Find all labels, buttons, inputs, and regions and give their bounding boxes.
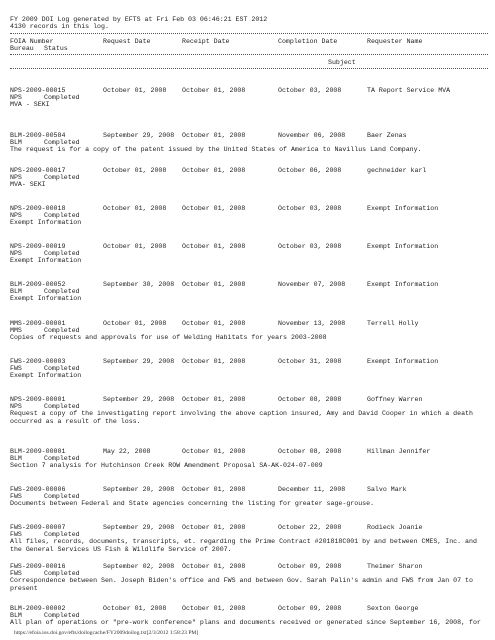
record-subject: Exempt Information: [10, 295, 82, 303]
record-foia-number: FWS-2009-00003: [10, 358, 66, 365]
record-receipt-date: October 01, 2008: [182, 358, 246, 365]
record-completion-date: October 09, 2008: [278, 563, 342, 570]
record-completion-date: November 06, 2008: [278, 132, 346, 139]
record-status: Completed: [44, 212, 80, 220]
log-record: [10, 205, 488, 227]
record-status: Completed: [44, 250, 80, 258]
record-subject: The request is for a copy of the patent issued by the United States of America to Navillus Land Company.: [10, 146, 422, 154]
col-status: Status: [44, 45, 68, 52]
divider: [10, 54, 488, 55]
record-bureau: FWS: [10, 570, 22, 578]
log-record: [10, 396, 488, 425]
record-status: Completed: [44, 327, 80, 335]
record-status: Completed: [44, 455, 80, 463]
record-status-line: [10, 94, 488, 101]
record-foia-number: NPS-2009-00019: [10, 243, 66, 250]
record-requester: Exempt Information: [367, 243, 439, 250]
log-record: [10, 87, 488, 109]
record-status: Completed: [44, 531, 80, 539]
record-foia-number: NPS-2009-00017: [10, 167, 66, 174]
record-completion-date: December 11, 2008: [278, 486, 346, 493]
record-requester: Theimer Sharon: [367, 563, 423, 570]
record-completion-date: November 07, 2008: [278, 281, 346, 288]
record-status: Completed: [44, 570, 80, 578]
record-foia-number: FWS-2009-00007: [10, 524, 66, 531]
record-bureau: BLM: [10, 288, 22, 296]
divider: [10, 68, 488, 69]
record-status-line: [10, 365, 488, 372]
record-bureau: BLM: [10, 139, 22, 147]
record-subject: Request a copy of the investigating report involving the above caption insured, Amy and David Cooper in which a death occurred as a result of the loss.: [10, 410, 473, 425]
record-receipt-date: October 01, 2008: [182, 605, 246, 612]
record-request-date: September 29, 2008: [103, 358, 175, 365]
record-main-line: [10, 132, 488, 139]
record-bureau: NPS: [10, 403, 22, 411]
record-main-line: [10, 281, 488, 288]
record-status: Completed: [44, 94, 80, 102]
record-status-line: [10, 250, 488, 257]
record-main-line: [10, 243, 488, 250]
record-completion-date: October 08, 2008: [278, 448, 342, 455]
record-request-date: September 29, 2008: [103, 396, 175, 403]
record-subject: Exempt Information: [10, 219, 82, 227]
record-receipt-date: October 01, 2008: [182, 167, 246, 174]
record-receipt-date: October 01, 2008: [182, 524, 246, 531]
record-status: Completed: [44, 403, 80, 411]
record-request-date: October 01, 2008: [103, 243, 167, 250]
record-main-line: [10, 167, 488, 174]
record-request-date: October 01, 2008: [103, 87, 167, 94]
col-foia-number: FOIA Number: [10, 38, 54, 45]
record-receipt-date: October 01, 2008: [182, 243, 246, 250]
record-status-line: [10, 288, 488, 295]
record-status: Completed: [44, 365, 80, 373]
record-foia-number: FWS-2009-00006: [10, 486, 66, 493]
page-url-footer: https://efoia.ios.doi.gov/efts/doilogcache/FY2009doilog.txt[2/3/2012 1:58:23 PM]: [14, 630, 199, 636]
record-subject: Correspondence between Sen. Joseph Biden's office and FWS and between Gov. Sarah Palin's admin and FWS from Jan 07 to present: [10, 577, 473, 592]
record-foia-number: MMS-2009-00001: [10, 320, 66, 327]
record-main-line: [10, 87, 488, 94]
record-main-line: [10, 563, 488, 570]
col-receipt-date: Receipt Date: [182, 38, 230, 45]
record-bureau: BLM: [10, 455, 22, 463]
record-foia-number: BLM-2009-00002: [10, 605, 66, 612]
record-bureau: NPS: [10, 250, 22, 258]
record-count: 4130 records in this log.: [10, 23, 109, 30]
record-subject: All plan of operations or "pre-work conference" plans and documents received or generated since September 16, 2008, for: [10, 619, 481, 627]
record-completion-date: October 22, 2008: [278, 524, 342, 531]
record-bureau: NPS: [10, 174, 22, 182]
record-request-date: September 02, 2008: [103, 563, 175, 570]
record-requester: gechneider karl: [367, 167, 427, 174]
record-requester: Salvo Mark: [367, 486, 407, 493]
record-receipt-date: October 01, 2008: [182, 205, 246, 212]
log-title: FY 2009 DOI Log generated by EFTS at Fri Feb 03 06:46:21 EST 2012: [10, 16, 268, 23]
record-foia-number: NPS-2009-00001: [10, 396, 66, 403]
record-request-date: October 01, 2008: [103, 167, 167, 174]
record-completion-date: October 03, 2008: [278, 87, 342, 94]
log-record: [10, 320, 488, 342]
record-receipt-date: October 01, 2008: [182, 320, 246, 327]
record-subject: Copies of requests and approvals for use of Welding Habitats for years 2003-2008: [10, 334, 327, 342]
record-receipt-date: October 01, 2008: [182, 396, 246, 403]
divider: [10, 33, 488, 34]
col-subject: Subject: [328, 59, 356, 66]
record-foia-number: NPS-2009-00015: [10, 87, 66, 94]
record-completion-date: October 31, 2008: [278, 358, 342, 365]
record-requester: Baer Zenas: [367, 132, 407, 139]
record-request-date: September 30, 2008: [103, 281, 175, 288]
col-bureau: Bureau: [10, 45, 34, 52]
record-bureau: NPS: [10, 94, 22, 102]
record-status-line: [10, 139, 488, 146]
record-main-line: [10, 205, 488, 212]
log-record: [10, 167, 488, 189]
record-requester: Rodieck Joanie: [367, 524, 423, 531]
record-subject: All files, records, documents, transcripts, et. regarding the Prime Contract #201818C001 by and between CMES, Inc. and the General Services US Fish & Wildlife Service of 2007.: [10, 538, 477, 553]
record-completion-date: October 08, 2008: [278, 396, 342, 403]
record-request-date: September 20, 2008: [103, 486, 175, 493]
record-main-line: [10, 524, 488, 531]
record-bureau: BLM: [10, 612, 22, 620]
record-request-date: September 29, 2008: [103, 132, 175, 139]
record-receipt-date: October 01, 2008: [182, 281, 246, 288]
record-receipt-date: October 01, 2008: [182, 563, 246, 570]
record-foia-number: BLM-2009-00001: [10, 448, 66, 455]
record-subject: MVA - SEKI: [10, 101, 50, 109]
record-status-line: [10, 455, 488, 462]
col-completion-date: Completion Date: [278, 38, 338, 45]
record-bureau: FWS: [10, 493, 22, 501]
record-main-line: [10, 448, 488, 455]
record-status-line: [10, 493, 488, 500]
record-status-line: [10, 327, 488, 334]
col-requester-name: Requester Name: [367, 38, 423, 45]
record-subject: Section 7 analysis for Hutchinson Creek ROW Amendment Proposal SA-AK-024-07-009: [10, 462, 323, 470]
record-bureau: FWS: [10, 365, 22, 373]
record-completion-date: October 03, 2008: [278, 205, 342, 212]
record-requester: Exempt Information: [367, 358, 439, 365]
record-status: Completed: [44, 139, 80, 147]
record-requester: TA Report Service MVA: [367, 87, 451, 94]
record-status-line: [10, 174, 488, 181]
record-requester: Terrell Holly: [367, 320, 419, 327]
record-status-line: [10, 570, 488, 577]
record-foia-number: FWS-2009-00016: [10, 563, 66, 570]
record-subject: Documents between Federal and State agencies concerning the listing for greater sage-grouse.: [10, 500, 375, 508]
record-completion-date: October 06, 2008: [278, 167, 342, 174]
record-completion-date: October 03, 2008: [278, 243, 342, 250]
record-requester: Hillman Jennifer: [367, 448, 431, 455]
record-foia-number: BLM-2009-00052: [10, 281, 66, 288]
record-receipt-date: October 01, 2008: [182, 87, 246, 94]
record-requester: Goffney Warren: [367, 396, 423, 403]
record-completion-date: October 09, 2008: [278, 605, 342, 612]
log-record: [10, 358, 488, 380]
record-request-date: October 01, 2008: [103, 605, 167, 612]
record-receipt-date: October 01, 2008: [182, 486, 246, 493]
record-foia-number: BLM-2009-00584: [10, 132, 66, 139]
record-request-date: September 29, 2008: [103, 524, 175, 531]
log-record: [10, 563, 488, 592]
record-subject: Exempt Information: [10, 372, 82, 380]
record-requester: Exempt Information: [367, 205, 439, 212]
record-requester: Exempt Information: [367, 281, 439, 288]
record-request-date: October 01, 2008: [103, 205, 167, 212]
log-record: [10, 605, 488, 627]
log-record: [10, 243, 488, 265]
col-request-date: Request Date: [103, 38, 151, 45]
record-foia-number: NPS-2009-00018: [10, 205, 66, 212]
record-status: Completed: [44, 288, 80, 296]
record-status: Completed: [44, 174, 80, 182]
log-record: [10, 486, 488, 508]
record-subject: MVA- SEKI: [10, 181, 46, 189]
record-subject: Exempt Information: [10, 257, 82, 265]
record-status: Completed: [44, 612, 80, 620]
record-bureau: MMS: [10, 327, 22, 335]
record-status: Completed: [44, 493, 80, 501]
record-status-line: [10, 212, 488, 219]
record-main-line: [10, 605, 488, 612]
record-main-line: [10, 396, 488, 403]
record-receipt-date: October 01, 2008: [182, 448, 246, 455]
record-main-line: [10, 486, 488, 493]
log-record: [10, 132, 488, 154]
record-request-date: May 22, 2008: [103, 448, 151, 455]
log-record: [10, 448, 488, 470]
record-completion-date: November 13, 2008: [278, 320, 346, 327]
record-bureau: FWS: [10, 531, 22, 539]
record-receipt-date: October 01, 2008: [182, 132, 246, 139]
record-status-line: [10, 612, 488, 619]
record-status-line: [10, 531, 488, 538]
record-main-line: [10, 358, 488, 365]
record-request-date: October 01, 2008: [103, 320, 167, 327]
record-status-line: [10, 403, 488, 410]
record-main-line: [10, 320, 488, 327]
record-requester: Sexton George: [367, 605, 419, 612]
log-record: [10, 524, 488, 553]
record-bureau: NPS: [10, 212, 22, 220]
log-record: [10, 281, 488, 303]
